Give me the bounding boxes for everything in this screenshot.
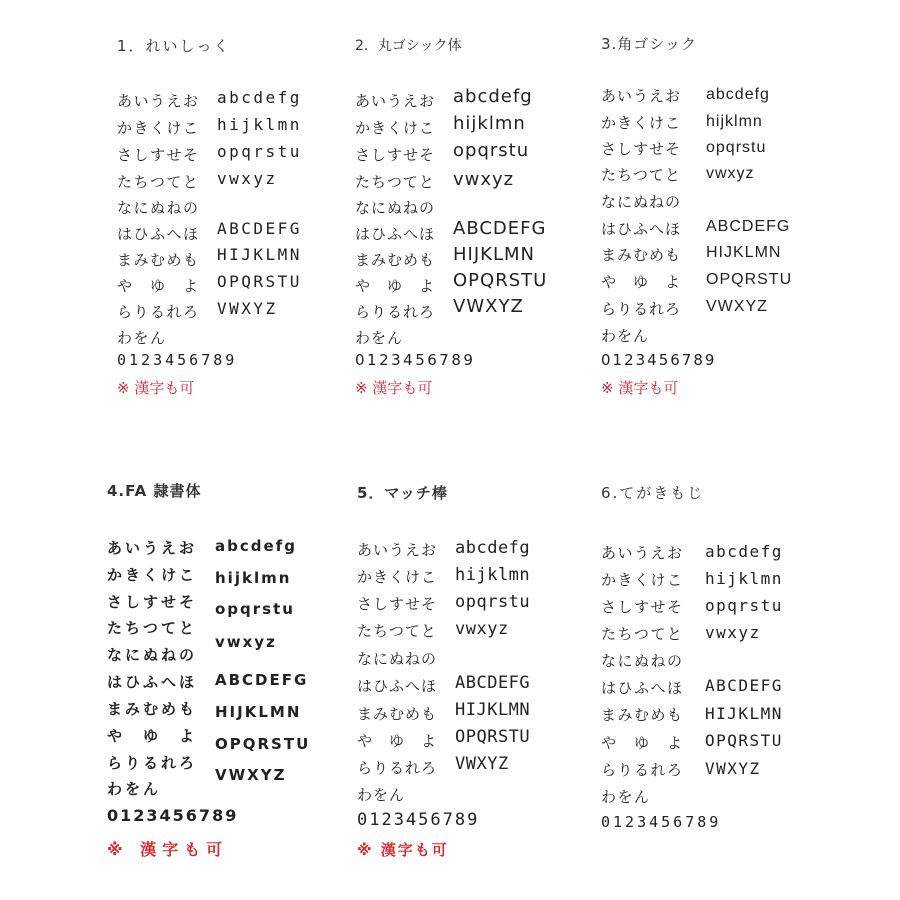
kanji-note: ※ 漢字も可: [117, 379, 195, 397]
latin-upper-3: OPQRSTU: [453, 270, 548, 291]
latin-lower-1: abcdefg: [453, 86, 533, 107]
digits-row: 0123456789: [355, 351, 476, 369]
latin-upper-2: HIJKLMN: [455, 700, 531, 720]
kana-row-ta: たちつてと: [357, 622, 437, 640]
sample-title: 2．丸ゴシック体: [355, 38, 462, 54]
kana-row-ra: らりるれろ: [357, 759, 438, 777]
sample-title: 6.てがきもじ: [601, 484, 705, 502]
kana-row-sa: さしすせそ: [601, 140, 682, 158]
kana-row-sa: さしすせそ: [601, 598, 684, 616]
kana-row-ra: らりるれろ: [107, 754, 198, 772]
kana-row-ma: まみむめも: [107, 700, 198, 718]
latin-lower-1: abcdefg: [215, 537, 297, 555]
kana-row-sa: さしすせそ: [117, 146, 200, 164]
kana-row-ra: らりるれろ: [117, 303, 200, 321]
latin-upper-4: VWXYZ: [217, 299, 278, 318]
kana-row-ra: らりるれろ: [601, 761, 684, 779]
latin-upper-2: HIJKLMN: [706, 244, 782, 261]
latin-upper-2: HIJKLMN: [217, 245, 302, 264]
latin-lower-2: hijklmn: [453, 113, 526, 134]
kana-row-ha: はひふへほ: [601, 220, 682, 238]
latin-upper-4: VWXYZ: [455, 754, 509, 774]
kanji-note: ※ 漢字も可: [357, 841, 449, 859]
kana-row-ka: かきくけこ: [601, 114, 682, 132]
latin-lower-4: vwxyz: [217, 169, 278, 188]
kanji-note: ※ 漢字も可: [107, 840, 229, 859]
kana-row-sa: さしすせそ: [357, 595, 438, 613]
kana-row-ka: かきくけこ: [107, 566, 198, 584]
latin-lower-2: hijklmn: [217, 115, 302, 134]
kana-row-ma: まみむめも: [357, 705, 438, 723]
kana-row-ra: らりるれろ: [355, 303, 436, 321]
latin-lower-2: hijklmn: [705, 569, 783, 588]
latin-upper-2: HIJKLMN: [453, 244, 535, 265]
latin-lower-3: opqrstu: [215, 600, 295, 618]
kana-row-a: あいうえお: [601, 544, 684, 562]
kana-row-ta: たちつてと: [601, 166, 681, 184]
latin-upper-1: ABCDEFG: [706, 218, 791, 235]
latin-upper-1: ABCDEFG: [217, 219, 302, 238]
latin-lower-1: abcdefg: [706, 86, 770, 103]
kana-row-na: なにぬねの: [107, 646, 198, 664]
kana-row-ma: まみむめも: [601, 246, 682, 264]
latin-upper-1: ABCDEFG: [705, 676, 783, 695]
digits-row: 0123456789: [107, 806, 239, 825]
kana-row-a: あいうえお: [357, 541, 438, 559]
kana-row-ta: たちつてと: [355, 173, 435, 191]
kana-row-a: あいうえお: [107, 539, 198, 557]
sample-title: 1．れいしっく: [117, 37, 231, 55]
kana-row-na: なにぬねの: [117, 199, 200, 217]
kana-row-na: なにぬねの: [357, 650, 438, 668]
latin-lower-3: opqrstu: [706, 139, 767, 156]
latin-lower-1: abcdefg: [455, 538, 531, 558]
kana-row-wa: わをん: [107, 780, 162, 798]
latin-upper-3: OPQRSTU: [215, 735, 311, 753]
latin-upper-3: OPQRSTU: [217, 272, 302, 291]
kana-row-wa: わをん: [601, 327, 650, 345]
kana-row-ma: まみむめも: [117, 251, 200, 269]
kana-row-a: あいうえお: [601, 87, 682, 105]
kana-row-ka: かきくけこ: [601, 571, 684, 589]
kana-row-ha: はひふへほ: [357, 677, 438, 695]
latin-lower-1: abcdefg: [705, 542, 783, 561]
latin-upper-3: OPQRSTU: [455, 727, 531, 747]
kana-row-a: あいうえお: [117, 92, 200, 110]
kana-row-ka: かきくけこ: [355, 119, 436, 137]
latin-lower-4: vwxyz: [215, 633, 277, 651]
kana-row-na: なにぬねの: [601, 193, 682, 211]
kana-row-ta: たちつてと: [107, 619, 197, 637]
kana-row-ma: まみむめも: [601, 706, 684, 724]
kana-row-ma: まみむめも: [355, 251, 436, 269]
latin-upper-1: ABCDEFG: [215, 671, 309, 689]
kana-row-ya: や ゆ よ: [355, 277, 436, 295]
latin-upper-3: OPQRSTU: [706, 271, 793, 288]
kana-row-wa: わをん: [357, 786, 406, 804]
latin-lower-3: opqrstu: [705, 596, 783, 615]
latin-lower-4: vwxyz: [455, 619, 509, 639]
kanji-note: ※ 漢字も可: [601, 379, 679, 397]
latin-upper-2: HIJKLMN: [215, 703, 302, 721]
latin-upper-1: ABCDEFG: [455, 673, 531, 693]
kana-row-ha: はひふへほ: [107, 673, 198, 691]
latin-upper-4: VWXYZ: [705, 759, 761, 778]
kana-row-ha: はひふへほ: [355, 225, 436, 243]
latin-lower-2: hijklmn: [215, 569, 292, 587]
digits-row: 0123456789: [357, 810, 480, 830]
sample-title: 5．マッチ棒: [357, 484, 448, 502]
latin-upper-3: OPQRSTU: [705, 731, 783, 750]
kana-row-ya: や ゆ よ: [117, 277, 200, 295]
latin-upper-1: ABCDEFG: [453, 218, 547, 239]
latin-lower-4: vwxyz: [705, 623, 761, 642]
kana-row-ya: や ゆ よ: [107, 727, 198, 745]
kana-row-na: なにぬねの: [355, 199, 436, 217]
latin-lower-2: hijklmn: [706, 113, 763, 130]
latin-upper-4: VWXYZ: [453, 296, 524, 317]
sample-title: 3.角ゴシック: [601, 35, 698, 53]
digits-row: 0123456789: [601, 351, 717, 369]
kanji-note: ※ 漢字も可: [355, 379, 433, 397]
sample-title: 4.FA 隷書体: [107, 482, 202, 500]
kana-row-ha: はひふへほ: [601, 679, 684, 697]
kana-row-sa: さしすせそ: [355, 146, 436, 164]
latin-lower-3: opqrstu: [453, 140, 530, 161]
kana-row-ka: かきくけこ: [357, 568, 438, 586]
kana-row-ra: らりるれろ: [601, 300, 682, 318]
latin-upper-4: VWXYZ: [706, 298, 768, 315]
kana-row-sa: さしすせそ: [107, 593, 198, 611]
latin-lower-1: abcdefg: [217, 88, 302, 107]
latin-lower-4: vwxyz: [453, 169, 515, 190]
kana-row-na: なにぬねの: [601, 652, 684, 670]
latin-lower-4: vwxyz: [706, 165, 755, 182]
digits-row: 0123456789: [601, 813, 722, 831]
digits-row: 0123456789: [117, 351, 238, 369]
kana-row-ya: や ゆ よ: [601, 734, 684, 752]
kana-row-wa: わをん: [601, 788, 651, 806]
latin-upper-4: VWXYZ: [215, 766, 287, 784]
kana-row-ta: たちつてと: [117, 173, 200, 191]
latin-upper-2: HIJKLMN: [705, 704, 783, 723]
kana-row-ha: はひふへほ: [117, 225, 200, 243]
latin-lower-3: opqrstu: [455, 592, 531, 612]
kana-row-wa: わをん: [117, 329, 167, 347]
latin-lower-3: opqrstu: [217, 142, 302, 161]
kana-row-ka: かきくけこ: [117, 119, 200, 137]
kana-row-wa: わをん: [355, 329, 404, 347]
latin-lower-2: hijklmn: [455, 565, 531, 585]
kana-row-ta: たちつてと: [601, 625, 684, 643]
kana-row-a: あいうえお: [355, 92, 436, 110]
kana-row-ya: や ゆ よ: [357, 732, 438, 750]
kana-row-ya: や ゆ よ: [601, 273, 682, 291]
